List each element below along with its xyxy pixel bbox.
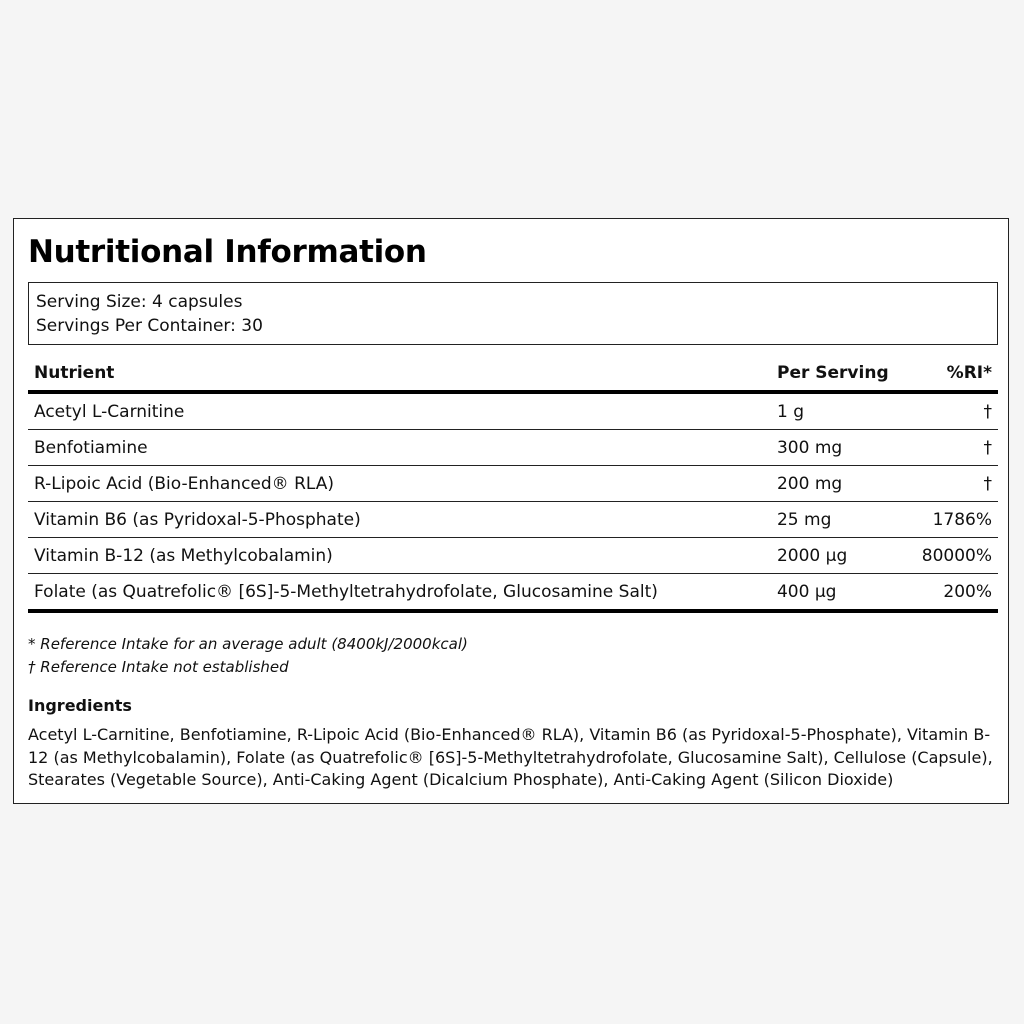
nutrient-amount: 400 µg bbox=[771, 574, 916, 612]
nutrient-ri: † bbox=[916, 466, 998, 502]
servings-per-container: Servings Per Container: 30 bbox=[36, 316, 263, 336]
footnote-reference-intake: * Reference Intake for an average adult (8400kJ/2000kcal) bbox=[28, 635, 468, 653]
nutrient-ri: 1786% bbox=[916, 502, 998, 538]
footnotes bbox=[28, 633, 468, 679]
nutrient-ri: † bbox=[916, 430, 998, 466]
nutrient-amount: 25 mg bbox=[771, 502, 916, 538]
nutrient-name: Acetyl L-Carnitine bbox=[28, 392, 771, 430]
nutrient-amount: 300 mg bbox=[771, 430, 916, 466]
serving-info-box bbox=[28, 282, 998, 345]
nutrient-name: Benfotiamine bbox=[28, 430, 771, 466]
nutrient-ri: 200% bbox=[916, 574, 998, 612]
table-row bbox=[28, 538, 998, 574]
serving-size: Serving Size: 4 capsules bbox=[36, 292, 243, 312]
nutrient-name: R-Lipoic Acid (Bio-Enhanced® RLA) bbox=[28, 466, 771, 502]
table-row bbox=[28, 430, 998, 466]
ingredients-heading: Ingredients bbox=[28, 696, 132, 715]
table-row bbox=[28, 574, 998, 612]
nutrient-name: Folate (as Quatrefolic® [6S]-5-Methyltetrahydrofolate, Glucosamine Salt) bbox=[28, 574, 771, 612]
nutrition-panel bbox=[13, 218, 1009, 804]
ingredients-text: Acetyl L-Carnitine, Benfotiamine, R-Lipoic Acid (Bio-Enhanced® RLA), Vitamin B6 (as Pyridoxal-5-Phosphate), Vitamin B-12 (as Methylcobalamin), Folate (as Quatrefolic® [6S]-5-Methyltetrahydrofolate, Glucosamine Salt), Cellulose (Capsule), Stearates (Vegetable Source), Anti-Caking Agent (Dicalcium Phosphate), Anti-Caking Agent (Silicon Dioxide) bbox=[28, 725, 993, 789]
nutrient-ri: † bbox=[916, 392, 998, 430]
column-header-nutrient: Nutrient bbox=[28, 356, 771, 392]
nutrient-amount: 2000 µg bbox=[771, 538, 916, 574]
nutrient-name: Vitamin B-12 (as Methylcobalamin) bbox=[28, 538, 771, 574]
table-row bbox=[28, 502, 998, 538]
page-title: Nutritional Information bbox=[28, 234, 427, 270]
nutrient-amount: 200 mg bbox=[771, 466, 916, 502]
table-row bbox=[28, 392, 998, 430]
column-header-per-serving: Per Serving bbox=[771, 356, 916, 392]
nutrient-ri: 80000% bbox=[916, 538, 998, 574]
nutrient-amount: 1 g bbox=[771, 392, 916, 430]
nutrient-name: Vitamin B6 (as Pyridoxal-5-Phosphate) bbox=[28, 502, 771, 538]
nutrient-table bbox=[28, 356, 998, 613]
footnote-not-established: † Reference Intake not established bbox=[28, 658, 289, 676]
table-header-row bbox=[28, 356, 998, 392]
column-header-ri: %RI* bbox=[916, 356, 998, 392]
table-row bbox=[28, 466, 998, 502]
